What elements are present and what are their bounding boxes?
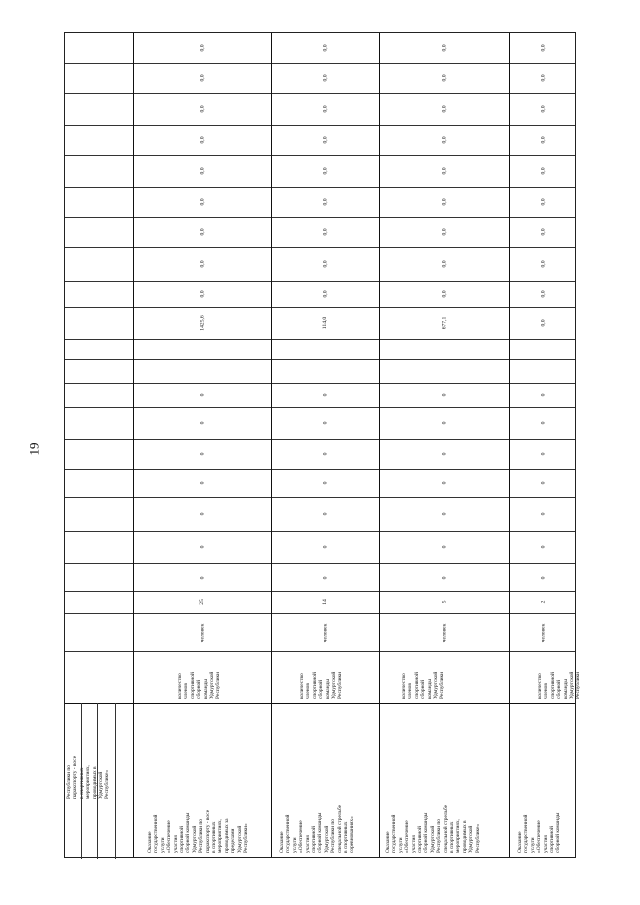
finance-cell: 0,0	[322, 260, 328, 268]
row-divider	[65, 93, 575, 94]
row-divider	[65, 563, 575, 564]
value-cell: 5	[440, 600, 447, 604]
group-divider	[509, 33, 510, 857]
finance-cell: 0,0	[540, 105, 546, 113]
row-divider	[65, 187, 575, 188]
finance-cell: 0,0	[199, 260, 205, 268]
value-cell: 0	[539, 512, 546, 516]
unit-cell: человек	[440, 623, 447, 643]
value-cell: 0	[539, 421, 546, 425]
value-cell: 0	[440, 545, 447, 549]
row-divider	[65, 469, 575, 470]
finance-cell: 0,0	[199, 44, 205, 52]
indicator-cell: количество членов спортивной сборной команды Удмуртской Республики	[299, 671, 344, 699]
finance-cell: 0,0	[441, 290, 447, 298]
finance-cell: 0,0	[540, 290, 546, 298]
value-cell: 0	[321, 421, 328, 425]
row-divider	[65, 339, 575, 340]
finance-cell: 0,0	[540, 260, 546, 268]
finance-cell: 0,0	[540, 198, 546, 206]
value-cell: 0	[321, 481, 328, 485]
amount-cell: 0,0	[540, 319, 546, 327]
indicator-cell: количество членов спортивной сборной команды Удмуртской Республики	[401, 671, 446, 699]
service-name-cell: Оказание государственной услуги «Обеспечение участия спортивной сборной команды Удмуртской Республики по паракспорту - восе в спортивных мероприятиях, проводимых за пределами Удмуртской Республики»	[147, 809, 250, 853]
finance-cell: 0,0	[540, 136, 546, 144]
sub-column-line	[115, 703, 116, 859]
value-cell: 0	[198, 545, 205, 549]
value-cell: 0	[321, 545, 328, 549]
row-divider	[65, 531, 575, 532]
value-cell: 0	[321, 512, 328, 516]
finance-cell: 0,0	[322, 74, 328, 82]
value-cell: 0	[198, 393, 205, 397]
finance-cell: 0,0	[441, 260, 447, 268]
value-cell: 0	[440, 393, 447, 397]
row-divider	[65, 359, 575, 360]
sub-column-line	[97, 703, 98, 859]
value-cell: 0	[539, 576, 546, 580]
header-continuation-text: Республики по паракспорту - восе в спортивных мероприятиях, проводимых в Удмуртской Республике»	[66, 755, 111, 799]
finance-cell: 0,0	[199, 167, 205, 175]
value-cell: 0	[440, 481, 447, 485]
row-divider	[65, 591, 575, 592]
value-cell: 0	[198, 452, 205, 456]
row-divider	[65, 703, 575, 704]
finance-cell: 0,0	[441, 44, 447, 52]
finance-cell: 0,0	[199, 105, 205, 113]
finance-cell: 0,0	[199, 74, 205, 82]
finance-cell: 0,0	[322, 136, 328, 144]
row-divider	[65, 125, 575, 126]
finance-cell: 0,0	[199, 290, 205, 298]
indicator-cell: количество членов спортивной сборной команды Удмуртской Республики	[537, 671, 582, 699]
unit-cell: человек	[198, 623, 205, 643]
row-divider	[65, 383, 575, 384]
finance-cell: 0,0	[441, 167, 447, 175]
row-divider	[65, 439, 575, 440]
finance-cell: 0,0	[441, 228, 447, 236]
value-cell: 14	[321, 599, 328, 605]
group-divider	[271, 33, 272, 857]
value-cell: 0	[198, 576, 205, 580]
finance-cell: 0,0	[322, 198, 328, 206]
value-cell: 0	[321, 452, 328, 456]
row-divider	[65, 497, 575, 498]
value-cell: 0	[198, 512, 205, 516]
finance-cell: 0,0	[540, 228, 546, 236]
finance-cell: 0,0	[322, 167, 328, 175]
row-divider	[65, 155, 575, 156]
row-divider	[65, 217, 575, 218]
indicator-cell: количество членов спортивной сборной команды Удмуртской Республики	[177, 671, 222, 699]
row-divider	[65, 307, 575, 308]
finance-cell: 0,0	[199, 198, 205, 206]
value-cell: 0	[321, 576, 328, 580]
value-cell: 2	[539, 600, 546, 604]
unit-cell: человек	[321, 623, 328, 643]
service-name-cell: Оказание государственной услуги «Обеспечение участия спортивной сборной команды Удмуртской Республики по спецальной стрельбе в спортивных мероприятиях, проводимых в Удмуртской Республике»	[385, 804, 481, 853]
value-cell: 0	[321, 393, 328, 397]
row-divider	[65, 281, 575, 282]
finance-cell: 0,0	[441, 105, 447, 113]
finance-cell: 0,0	[199, 228, 205, 236]
row-divider	[65, 63, 575, 64]
finance-cell: 0,0	[322, 44, 328, 52]
service-name-cell: Оказание государственной услуги «Обеспечение участия спортивной сборной команды Удмуртской Республики по спецальной стрельбе в спортивных соревнованиях»	[279, 804, 356, 853]
value-cell: 0	[440, 421, 447, 425]
value-cell: 25	[198, 599, 205, 605]
amount-cell: 1425,6	[199, 315, 206, 331]
row-divider	[65, 613, 575, 614]
row-divider	[65, 407, 575, 408]
finance-cell: 0,0	[441, 136, 447, 144]
group-divider	[379, 33, 380, 857]
value-cell: 0	[539, 452, 546, 456]
finance-cell: 0,0	[322, 290, 328, 298]
value-cell: 0	[539, 393, 546, 397]
amount-cell: 114,0	[322, 316, 329, 330]
group-divider	[133, 33, 134, 857]
value-cell: 0	[440, 452, 447, 456]
amount-cell: 677,1	[440, 316, 447, 330]
finance-cell: 0,0	[322, 105, 328, 113]
unit-cell: человек	[539, 623, 546, 643]
finance-cell: 0,0	[540, 167, 546, 175]
finance-cell: 0,0	[199, 136, 205, 144]
value-cell: 0	[440, 512, 447, 516]
finance-cell: 0,0	[540, 74, 546, 82]
value-cell: 0	[539, 545, 546, 549]
finance-cell: 0,0	[322, 228, 328, 236]
row-divider	[65, 247, 575, 248]
page-number: 19	[26, 442, 42, 456]
value-cell: 0	[198, 481, 205, 485]
service-name-cell: Оказание государственной услуги «Обеспечение участия спортивной сборной команды	[517, 812, 562, 853]
value-cell: 0	[440, 576, 447, 580]
sub-column-line	[81, 703, 82, 859]
finance-cell: 0,0	[540, 44, 546, 52]
rotated-data-table	[64, 32, 582, 858]
finance-cell: 0,0	[441, 74, 447, 82]
value-cell: 0	[198, 421, 205, 425]
value-cell: 0	[539, 481, 546, 485]
finance-cell: 0,0	[441, 198, 447, 206]
